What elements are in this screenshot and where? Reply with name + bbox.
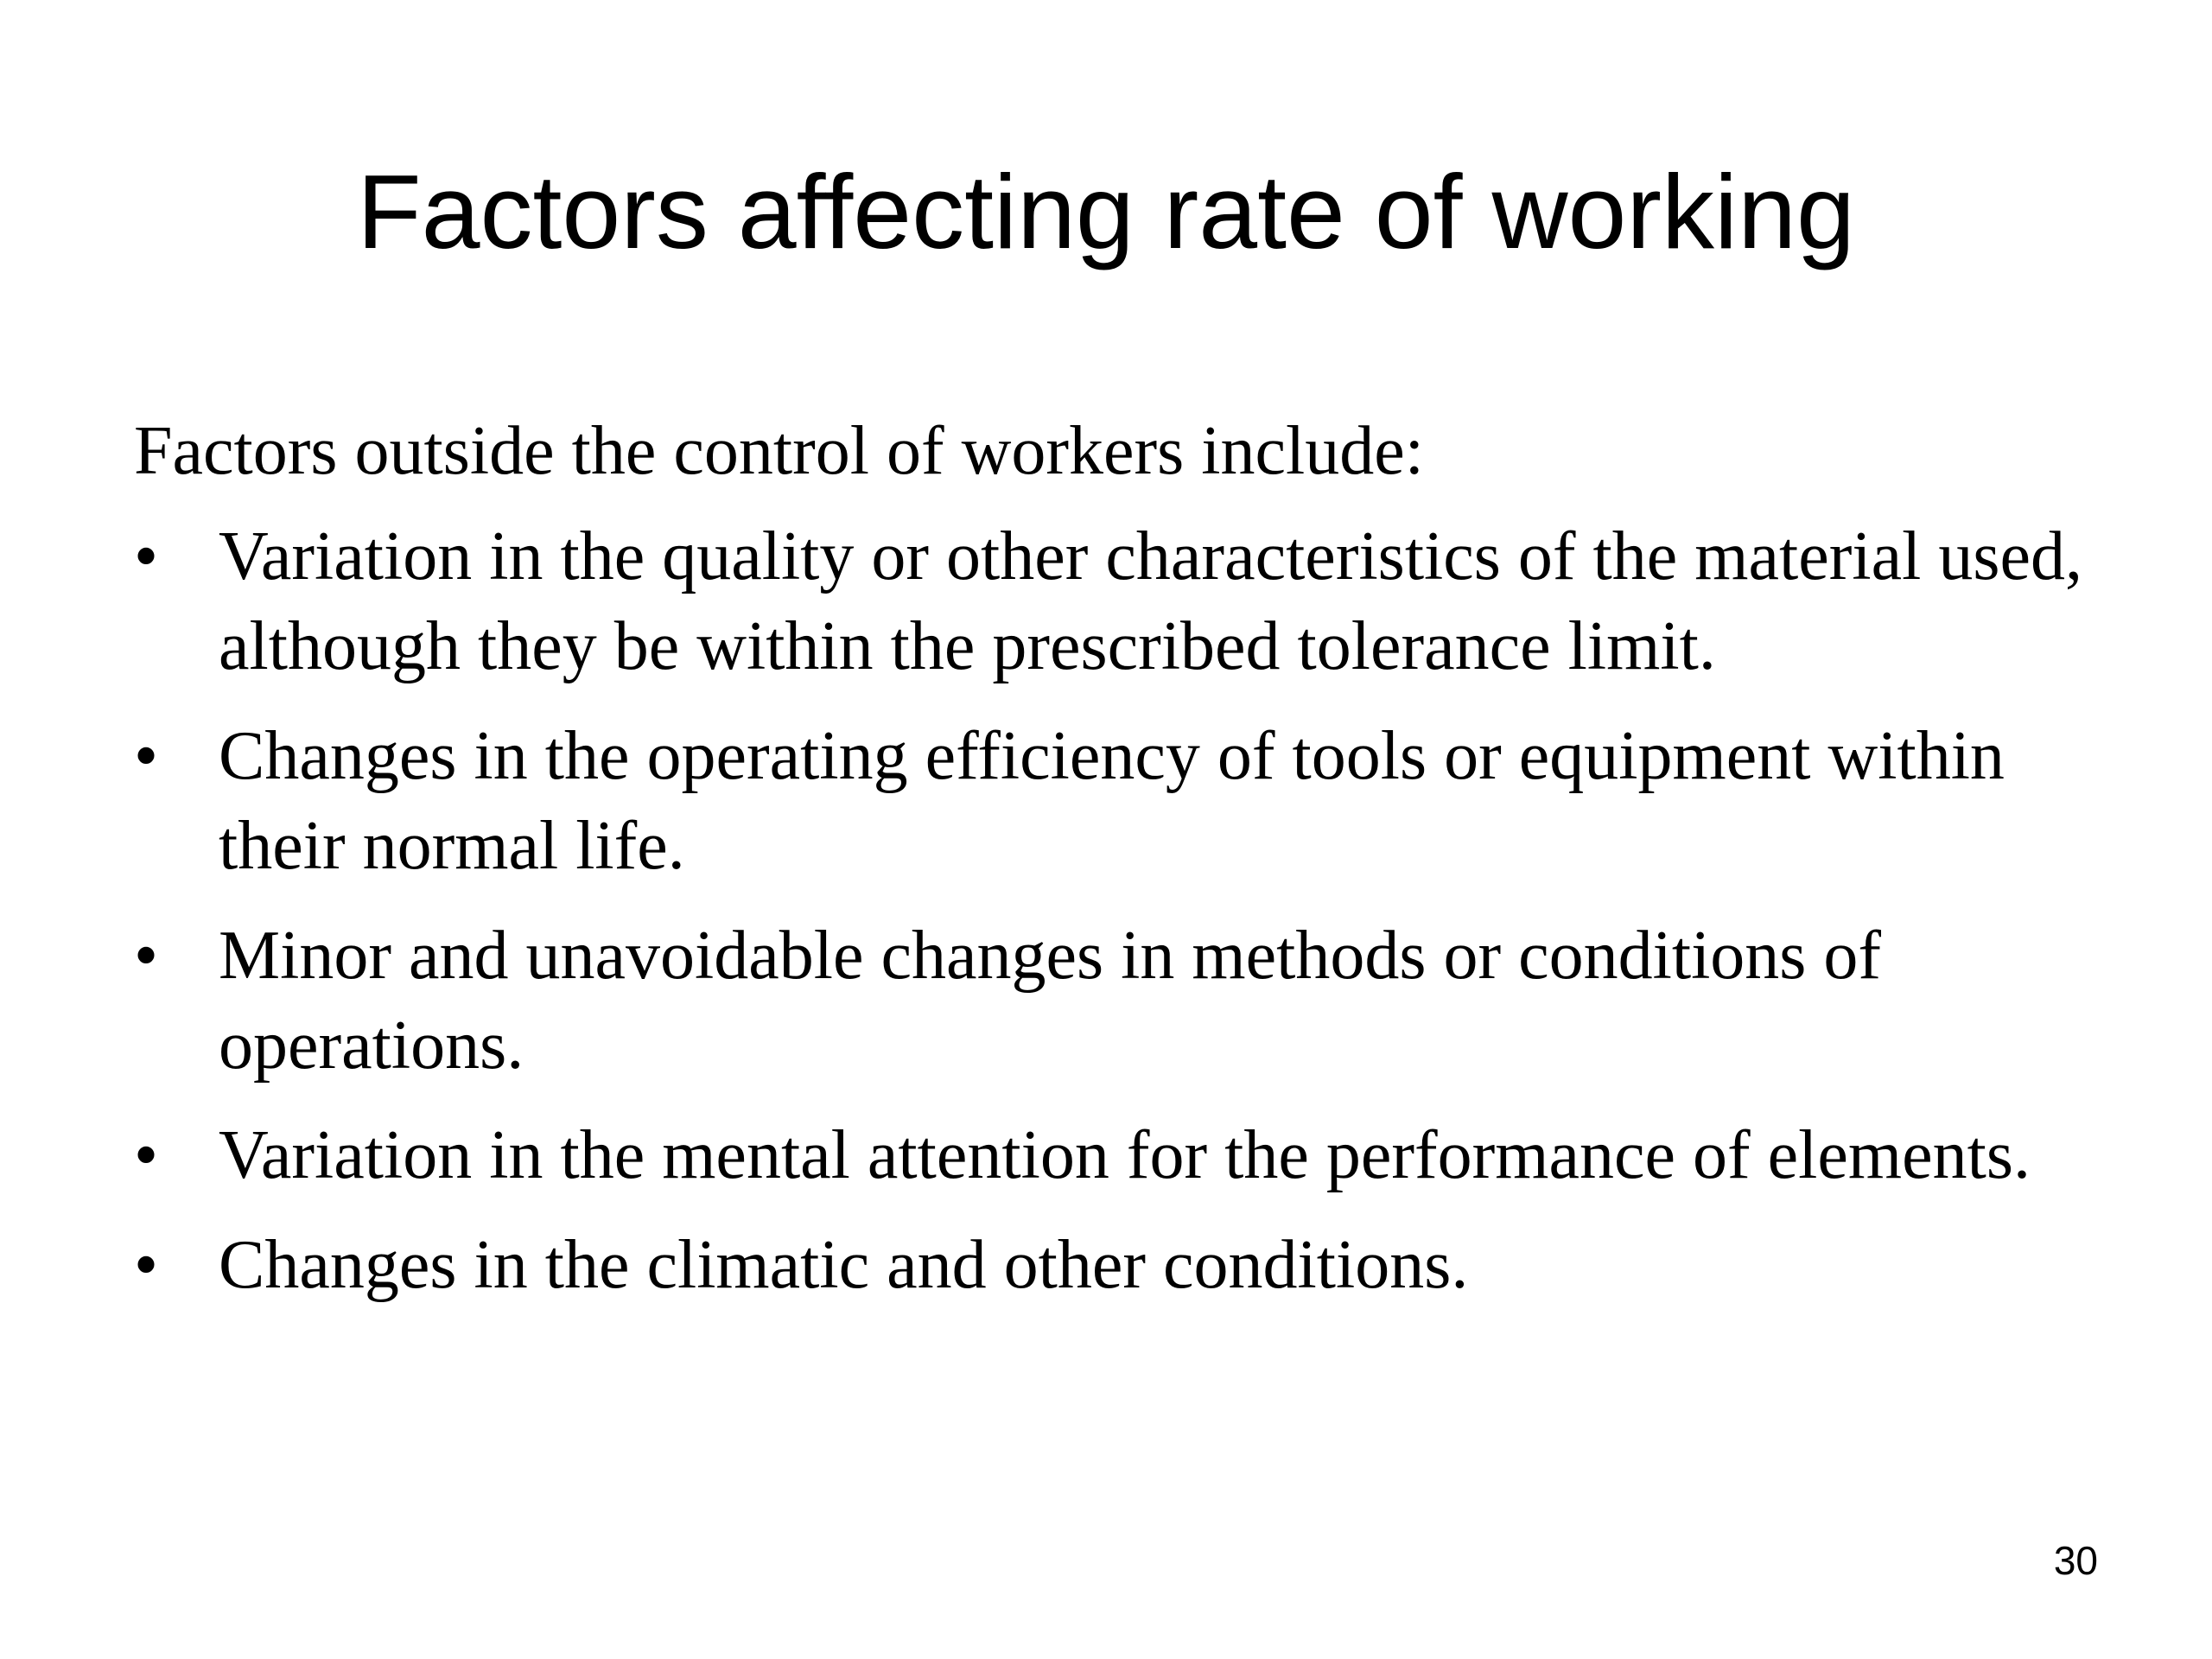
bullet-list — [134, 512, 2113, 1310]
bullet-icon: • — [134, 918, 159, 994]
list-item — [134, 711, 2113, 891]
slide-title: Factors affecting rate of working — [357, 153, 1855, 270]
list-item — [134, 512, 2113, 691]
bullet-icon: • — [134, 718, 159, 794]
bullet-text: Minor and unavoidable changes in methods or conditions of operations. — [219, 918, 1882, 1084]
bullet-text: Changes in the operating efficiency of tools or equipment within their normal life. — [219, 718, 2005, 884]
bullet-text: Variation in the quality or other characteristics of the material used, although they be within the prescribed tolerance limit. — [219, 518, 2082, 684]
list-item — [134, 1110, 2113, 1200]
intro-text: Factors outside the control of workers include: — [134, 413, 1424, 489]
slide-content — [134, 406, 2113, 1330]
bullet-text: Variation in the mental attention for the performance of elements. — [219, 1117, 2031, 1193]
list-item — [134, 1220, 2113, 1310]
bullet-text: Changes in the climatic and other conditions. — [219, 1227, 1469, 1303]
bullet-icon: • — [134, 1117, 159, 1193]
page-number: 30 — [2053, 1538, 2098, 1583]
list-item — [134, 911, 2113, 1090]
bullet-icon: • — [134, 518, 159, 594]
bullet-icon: • — [134, 1227, 159, 1303]
